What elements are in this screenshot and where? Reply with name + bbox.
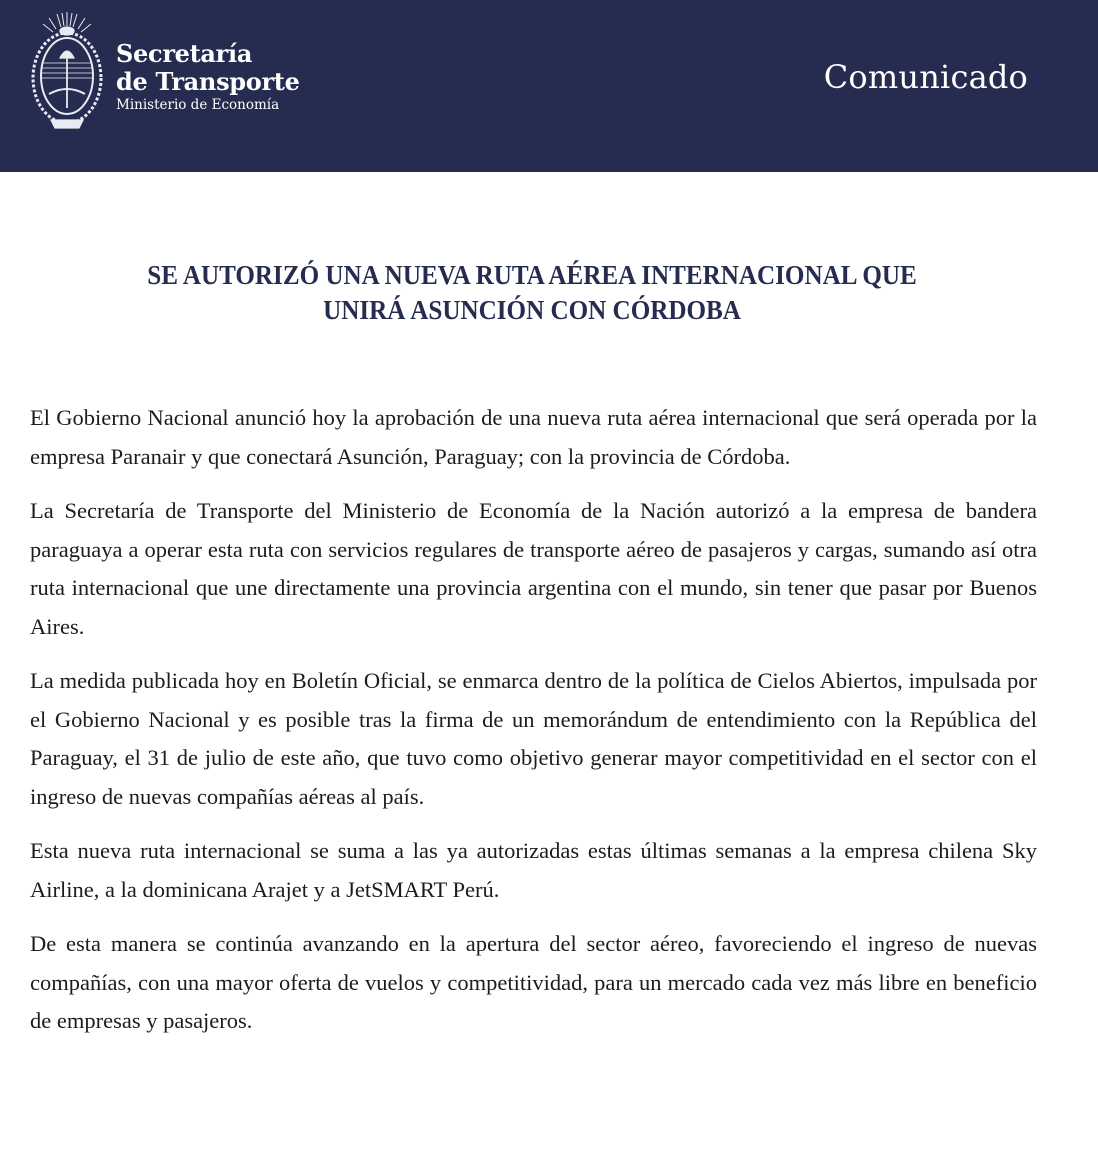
argentina-coat-of-arms-icon [27,8,107,134]
paragraph: De esta manera se continúa avanzando en la apertura del sector aéreo, favoreciendo el ingreso de nuevas compañías, con una mayor oferta de vuelos y competitividad, para un mercado cada vez más libre en beneficio de empresas y pasajeros. [30,931,1037,1033]
ministry-name: Ministerio de Economía [116,97,280,113]
title-line-1: SE AUTORIZÓ UNA NUEVA RUTA AÉREA INTERNACIONAL QUE [147,260,917,290]
paragraph: La Secretaría de Transporte del Ministerio de Economía de la Nación autorizó a la empresa de bandera paraguaya a operar esta ruta con servicios regulares de transporte aéreo de pasajeros y cargas, sumando así otra ruta internacional que une directamente una provincia argentina con el mundo, sin tener que pasar por Buenos Aires. [30,498,1037,639]
organization-brand [116,40,300,114]
org-name-line2: de Transporte [116,67,300,96]
paragraph: Esta nueva ruta internacional se suma a las ya autorizadas estas últimas semanas a la empresa chilena Sky Airline, a la dominicana Arajet y a JetSMART Perú. [30,838,1037,902]
paragraph: El Gobierno Nacional anunció hoy la aprobación de una nueva ruta aérea internacional que será operada por la empresa Paranair y que conectará Asunción, Paraguay; con la provincia de Córdoba. [30,405,1037,469]
document-type-label: Comunicado [823,58,1028,96]
header-banner [0,0,1098,172]
paragraph: La medida publicada hoy en Boletín Oficial, se enmarca dentro de la política de Cielos Abiertos, impulsada por el Gobierno Nacional y es posible tras la firma de un memorándum de entendimiento con la República del Paraguay, el 31 de julio de este año, que tuvo como objetivo generar mayor competitividad en el sector con el ingreso de nuevas compañías aéreas al país. [30,668,1037,809]
title-line-2: UNIRÁ ASUNCIÓN CON CÓRDOBA [323,295,741,325]
press-release-body [30,399,1037,1057]
org-name-line1: Secretaría [116,39,253,68]
press-release-title [37,258,1027,328]
